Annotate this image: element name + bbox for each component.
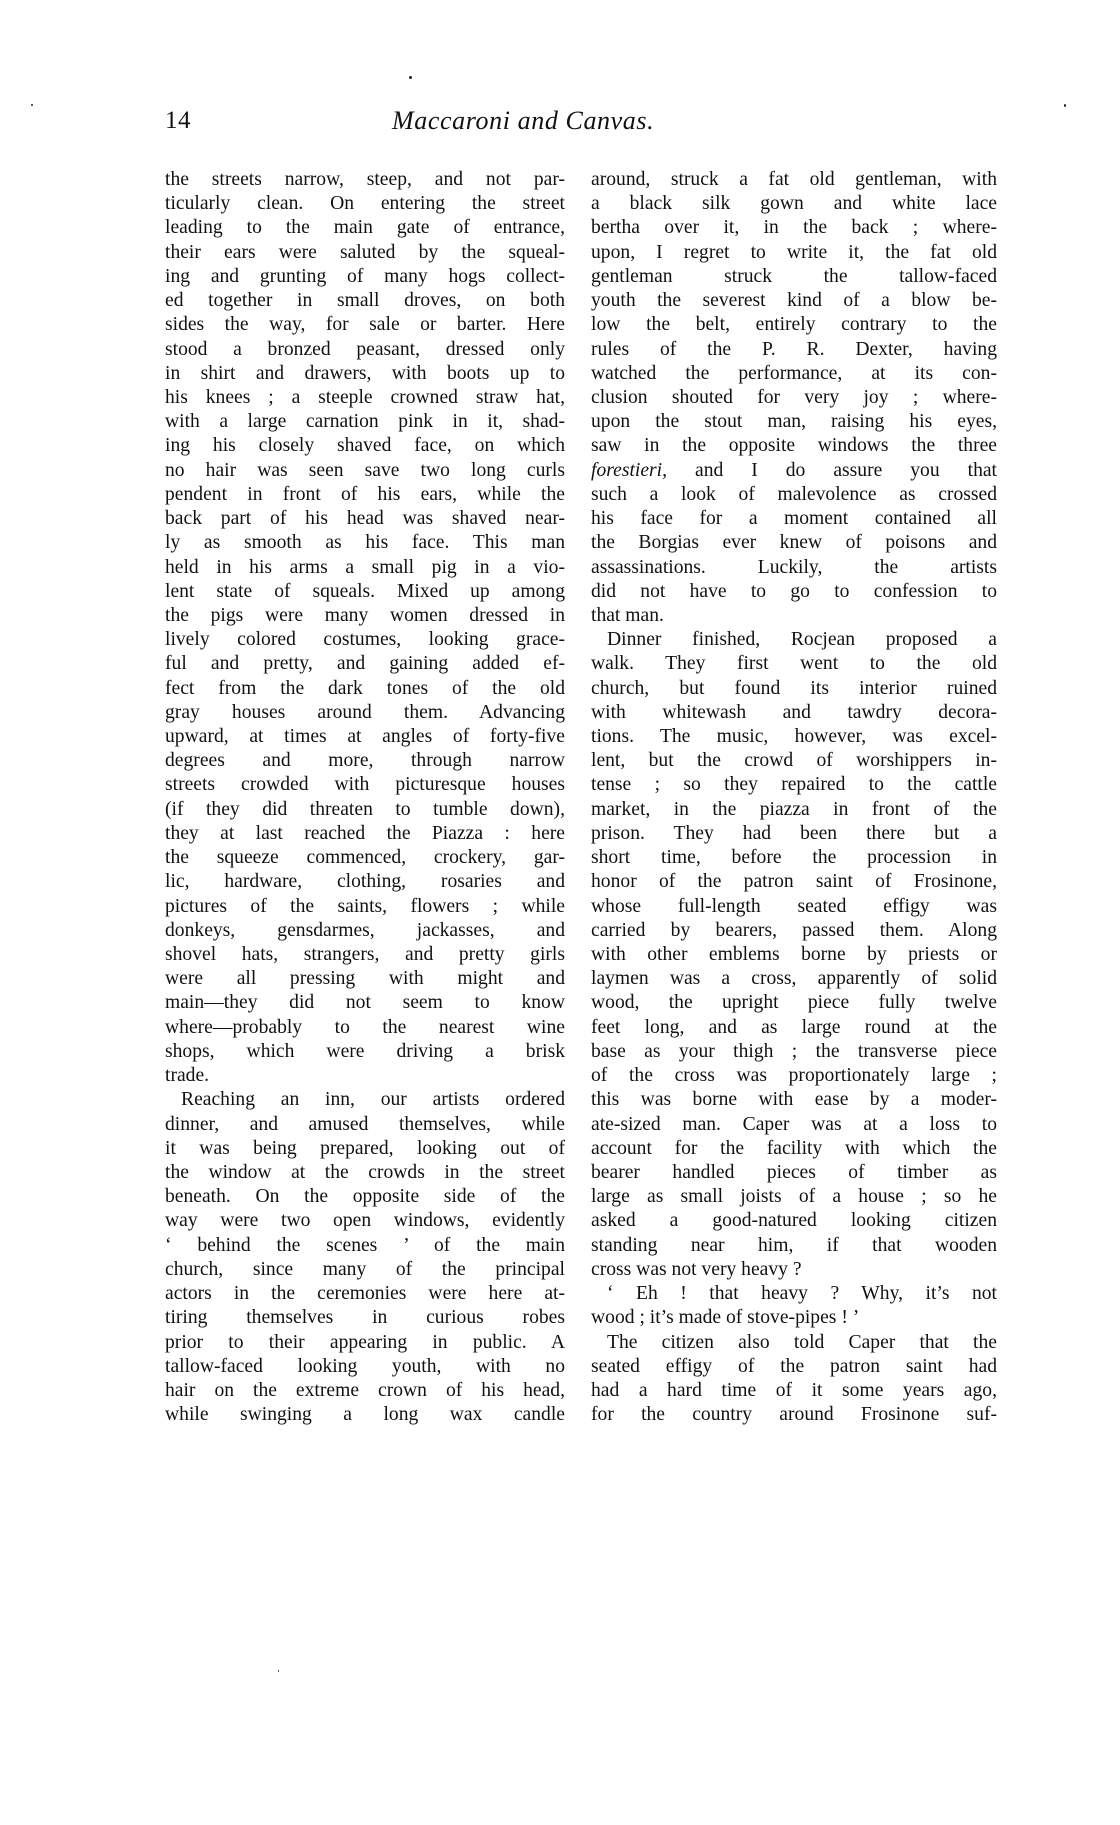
- text-line: held in his arms a small pig in a vio-: [165, 556, 565, 578]
- text-line: asked a good-natured looking citizen: [591, 1210, 997, 1232]
- text-line: clusion shouted for very joy ; where-: [591, 386, 997, 408]
- text-line-rest: and I do assure you that: [695, 459, 998, 481]
- text-line: honor of the patron saint of Frosinone,: [591, 871, 997, 893]
- left-column: [165, 168, 565, 1427]
- text-line: tense ; so they repaired to the cattle: [591, 774, 997, 796]
- text-line: that man.: [591, 604, 664, 626]
- text-line: prior to their appearing in public. A: [165, 1331, 565, 1353]
- text-line: beneath. On the opposite side of the: [165, 1186, 565, 1208]
- text-line: wood, the upright piece fully twelve: [591, 992, 997, 1014]
- text-line: watched the performance, at its con-: [591, 362, 997, 384]
- text-line: upon, I regret to write it, the fat old: [591, 241, 997, 263]
- text-line: gray houses around them. Advancing: [165, 701, 565, 723]
- text-line: seated effigy of the patron saint had: [591, 1355, 997, 1377]
- text-line: church, but found its interior ruined: [591, 677, 997, 699]
- text-line: the window at the crowds in the street: [165, 1161, 565, 1183]
- text-line: trade.: [165, 1065, 210, 1087]
- text-line: main—they did not seem to know: [165, 992, 565, 1014]
- page-number: 14: [165, 107, 191, 134]
- text-line: low the belt, entirely contrary to the: [591, 314, 997, 336]
- text-line: back part of his head was shaved near-: [165, 508, 565, 530]
- paragraph-start-line: The citizen also told Caper that the: [607, 1331, 997, 1353]
- scan-speck: [1064, 104, 1066, 107]
- text-line: whose full-length seated effigy was: [591, 895, 997, 917]
- text-line-with-italic: [591, 459, 997, 483]
- text-line: shops, which were driving a brisk: [165, 1040, 565, 1062]
- text-line: pendent in front of his ears, while the: [165, 483, 565, 505]
- text-line: carried by bearers, passed them. Along: [591, 919, 997, 941]
- text-line: had a hard time of it some years ago,: [591, 1379, 997, 1401]
- text-line: laymen was a cross, apparently of solid: [591, 968, 997, 990]
- text-line: upward, at times at angles of forty-five: [165, 726, 565, 748]
- text-line: in shirt and drawers, with boots up to: [165, 362, 565, 384]
- text-line: church, since many of the principal: [165, 1258, 565, 1280]
- right-column: [591, 168, 997, 1427]
- text-line: tions. The music, however, was excel-: [591, 726, 997, 748]
- text-line: market, in the piazza in front of the: [591, 798, 997, 820]
- text-line: their ears were saluted by the squeal-: [165, 241, 565, 263]
- paragraph-start-line: Dinner finished, Rocjean proposed a: [607, 629, 997, 651]
- text-line: short time, before the procession in: [591, 847, 997, 869]
- text-line: account for the facility with which the: [591, 1137, 997, 1159]
- scan-speck: [31, 104, 33, 106]
- paragraph-start-line: Reaching an inn, our artists ordered: [181, 1089, 565, 1111]
- text-line: gentleman struck the tallow-faced: [591, 265, 997, 287]
- text-line: way were two open windows, evidently: [165, 1210, 565, 1232]
- text-line: no hair was seen save two long curls: [165, 459, 565, 481]
- text-line: ing and grunting of many hogs collect-: [165, 265, 565, 287]
- text-line: lent, but the crowd of worshippers in-: [591, 750, 997, 772]
- text-line: the pigs were many women dressed in: [165, 604, 565, 626]
- text-line: saw in the opposite windows the three: [591, 435, 997, 457]
- text-line: the Borgias ever knew of poisons and: [591, 532, 997, 554]
- text-line: his knees ; a steeple crowned straw hat,: [165, 386, 565, 408]
- scan-speck: [278, 1670, 279, 1672]
- text-line: rules of the P. R. Dexter, having: [591, 338, 997, 360]
- italic-word: forestieri,: [591, 459, 668, 481]
- text-line: where—probably to the nearest wine: [165, 1016, 565, 1038]
- text-line: large as small joists of a house ; so he: [591, 1186, 997, 1208]
- text-line: did not have to go to confession to: [591, 580, 997, 602]
- text-line: ly as smooth as his face. This man: [165, 532, 565, 554]
- text-line: it was being prepared, looking out of: [165, 1137, 565, 1159]
- text-line: base as your thigh ; the transverse piece: [591, 1040, 997, 1062]
- text-line: actors in the ceremonies were here at-: [165, 1283, 565, 1305]
- text-line: for the country around Frosinone suf-: [591, 1404, 997, 1426]
- text-line: wood ; it’s made of stove-pipes ! ’: [591, 1307, 860, 1329]
- text-line: stood a bronzed peasant, dressed only: [165, 338, 565, 360]
- text-line: bertha over it, in the back ; where-: [591, 217, 997, 239]
- text-line: degrees and more, through narrow: [165, 750, 565, 772]
- text-line: this was borne with ease by a moder-: [591, 1089, 997, 1111]
- text-line: assassinations. Luckily, the artists: [591, 556, 997, 578]
- text-line: tiring themselves in curious robes: [165, 1307, 565, 1329]
- text-line: such a look of malevolence as crossed: [591, 483, 997, 505]
- text-line: hair on the extreme crown of his head,: [165, 1379, 565, 1401]
- text-line: ing his closely shaved face, on which: [165, 435, 565, 457]
- text-line: lic, hardware, clothing, rosaries and: [165, 871, 565, 893]
- scan-speck: [409, 76, 412, 79]
- text-line: the streets narrow, steep, and not par-: [165, 169, 565, 190]
- text-line: shovel hats, strangers, and pretty girls: [165, 944, 565, 965]
- text-line: around, struck a fat old gentleman, with: [591, 169, 997, 190]
- text-line: fect from the dark tones of the old: [165, 677, 565, 699]
- text-line: bearer handled pieces of timber as: [591, 1161, 997, 1183]
- text-line: streets crowded with picturesque houses: [165, 774, 565, 796]
- text-line: ‘ behind the scenes ’ of the main: [165, 1234, 565, 1256]
- text-line: feet long, and as large round at the: [591, 1016, 997, 1038]
- text-line: dinner, and amused themselves, while: [165, 1113, 565, 1135]
- text-line: with whitewash and tawdry decora-: [591, 701, 997, 723]
- text-line: walk. They first went to the old: [591, 653, 997, 675]
- text-line: lent state of squeals. Mixed up among: [165, 580, 565, 602]
- text-line: while swinging a long wax candle: [165, 1404, 565, 1426]
- text-line: leading to the main gate of entrance,: [165, 217, 565, 239]
- text-line: lively colored costumes, looking grace-: [165, 629, 565, 651]
- text-line: upon the stout man, raising his eyes,: [591, 411, 997, 433]
- text-line: (if they did threaten to tumble down),: [165, 798, 565, 820]
- text-line: pictures of the saints, flowers ; while: [165, 895, 565, 917]
- text-line: the squeeze commenced, crockery, gar-: [165, 847, 565, 869]
- text-line: of the cross was proportionately large ;: [591, 1065, 997, 1087]
- running-head: [165, 104, 997, 138]
- text-line: his face for a moment contained all: [591, 508, 997, 530]
- text-line: a black silk gown and white lace: [591, 193, 997, 215]
- text-line: ed together in small droves, on both: [165, 290, 565, 312]
- text-line: were all pressing with might and: [165, 968, 565, 990]
- text-line: youth the severest kind of a blow be-: [591, 290, 997, 312]
- text-line: they at last reached the Piazza : here: [165, 822, 565, 844]
- text-line: with a large carnation pink in it, shad-: [165, 411, 565, 433]
- text-line: ate-sized man. Caper was at a loss to: [591, 1113, 997, 1135]
- text-line: standing near him, if that wooden: [591, 1234, 997, 1256]
- paragraph-start-line: ‘ Eh ! that heavy ? Why, it’s not: [607, 1283, 997, 1305]
- text-line: with other emblems borne by priests or: [591, 944, 997, 965]
- text-line: donkeys, gensdarmes, jackasses, and: [165, 919, 565, 941]
- text-line: ticularly clean. On entering the street: [165, 193, 565, 215]
- text-line: sides the way, for sale or barter. Here: [165, 314, 565, 336]
- text-line: tallow-faced looking youth, with no: [165, 1355, 565, 1377]
- text-line: cross was not very heavy ?: [591, 1258, 802, 1280]
- text-line: ful and pretty, and gaining added ef-: [165, 653, 565, 675]
- running-title: Maccaroni and Canvas.: [392, 106, 655, 135]
- text-line: prison. They had been there but a: [591, 822, 997, 844]
